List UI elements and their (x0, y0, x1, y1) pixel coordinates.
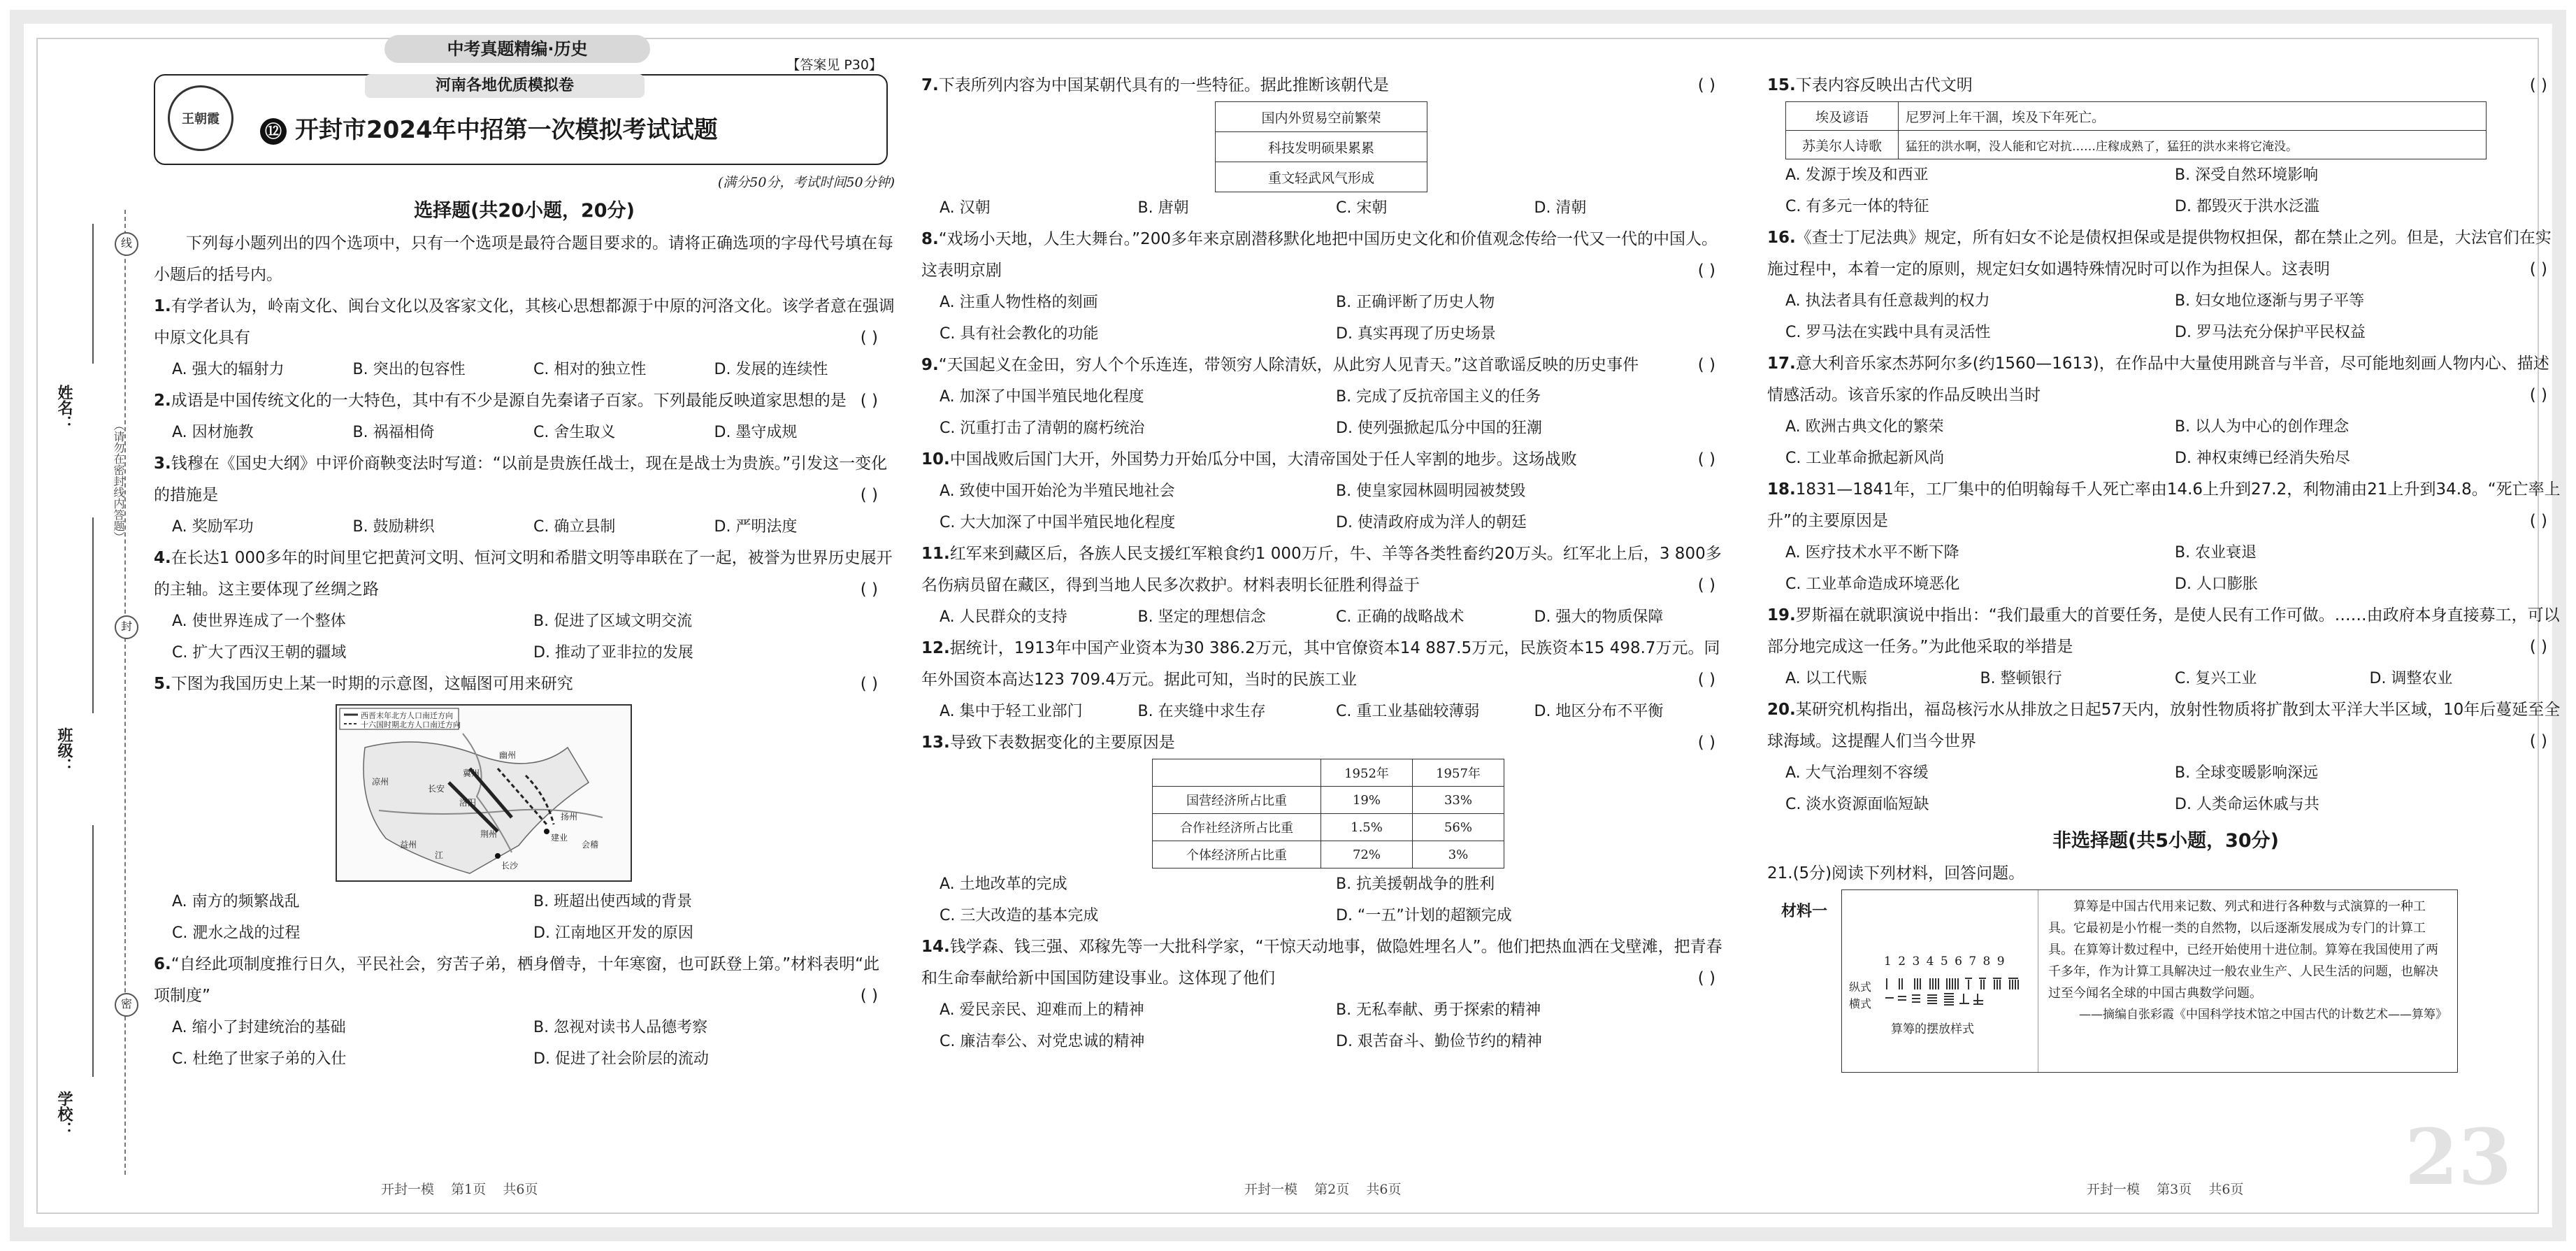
option[interactable]: C. 大大加深了中国半殖民地化程度 (940, 514, 1176, 531)
option[interactable]: B. 班超出使西域的背景 (533, 893, 693, 910)
option[interactable]: C. 复兴工业 (2175, 670, 2257, 687)
material-one (1767, 889, 2564, 1073)
exam-meta: (满分50分，考试时间50分钟) (717, 175, 895, 190)
answer-blank[interactable]: ( ) (2529, 386, 2547, 404)
option[interactable]: D. 清朝 (1534, 199, 1587, 217)
q13-data-table (1152, 759, 1504, 868)
answer-blank[interactable]: ( ) (2529, 260, 2547, 278)
abacus-row-label: 纵式 (1849, 980, 1872, 994)
table-cell: 国营经济所占比重 (1153, 787, 1321, 814)
city-dot-changsha (495, 853, 501, 859)
question-11: 11.红军来到藏区后，各族人民支援红军粮食约1 000万斤，牛、羊等各类牲畜约20万头。红军北上后，3 800多名伤病员留在藏区，得到当地人民多次救护。材料表明长征胜利得益于 ( ) A. 人民群众的支持 B. 坚定的理想信念 C. 正确的战略战术 D. 强大的物质保障 (921, 538, 1732, 633)
option[interactable]: C. 工业革命造成环境恶化 (1785, 576, 1960, 593)
option[interactable]: D. 江南地区开发的原因 (533, 924, 693, 942)
option[interactable]: B. 全球变暖影响深远 (2175, 764, 2319, 782)
option[interactable]: C. 重工业基础较薄弱 (1336, 703, 1480, 720)
class-line[interactable] (92, 517, 94, 713)
option[interactable]: D. 真实再现了历史场景 (1336, 325, 1496, 343)
option[interactable]: B. 妇女地位逐渐与男子平等 (2175, 292, 2365, 310)
city-dot-jianye (544, 829, 549, 834)
answer-blank[interactable]: ( ) (2529, 76, 2547, 94)
option[interactable]: B. 促进了区域文明交流 (533, 613, 693, 630)
option[interactable]: A. 致使中国开始沦为半殖民地社会 (940, 482, 1175, 500)
name-line[interactable] (92, 224, 94, 364)
option[interactable]: A. 使世界连成了一个整体 (172, 613, 346, 630)
subtitle-pill: 河南各地优质模拟卷 (365, 74, 645, 98)
footer-page-1: 开封一模 第1页 共6页 (381, 1182, 538, 1197)
exam-title: ⑫ 开封市2024年中招第一次模拟考试试题 (260, 110, 718, 145)
option[interactable]: A. 缩小了封建统治的基础 (172, 1019, 346, 1036)
answer-blank[interactable]: ( ) (1697, 576, 1715, 594)
map-label: 会稽 (582, 840, 599, 850)
table-cell: 苏美尔人诗歌 (1786, 131, 1899, 159)
table-cell: 个体经济所占比重 (1153, 841, 1321, 868)
table-cell: 19% (1321, 787, 1413, 814)
option[interactable]: B. 突出的包容性 (352, 361, 466, 378)
answer-blank[interactable]: ( ) (860, 675, 878, 693)
answer-blank[interactable]: ( ) (1697, 671, 1715, 689)
section-intro: 下列每小题列出的四个选项中，只有一个选项是最符合题目要求的。请将正确选项的字母代号填在每小题后的括号内。 (154, 234, 893, 284)
table-cell: 72% (1321, 841, 1413, 868)
question-15: 15.下表内容反映出古代文明 ( ) 埃及谚语 尼罗河上年干涸，埃及下年死亡。 苏美尔人诗歌 猛狂的洪水啊，没人能和它对抗……庄稼成熟了，猛狂的洪水来将它淹没。 A. 发源于埃及和西亚 B. 深受自然环境影响 C. 有多元一体的特征 D. 都毁灭于洪水泛滥 (1767, 70, 2564, 222)
class-label: 班级： (55, 727, 73, 773)
answer-blank[interactable]: ( ) (1697, 76, 1715, 94)
seal-tag-xian: 线 (115, 232, 138, 256)
option[interactable]: A. 人民群众的支持 (940, 608, 1067, 626)
answer-blank[interactable]: ( ) (860, 392, 878, 410)
historical-map (336, 704, 632, 882)
answer-blank[interactable]: ( ) (860, 486, 878, 504)
map-label: 长沙 (501, 861, 519, 871)
answer-blank[interactable]: ( ) (2529, 512, 2547, 530)
option[interactable]: A. 集中于轻工业部门 (940, 703, 1083, 720)
column-page-1 (154, 39, 895, 1199)
map-label: 建业 (551, 833, 568, 843)
option[interactable]: B. 抗美援朝战争的胜利 (1336, 875, 1495, 893)
option[interactable]: D. 使清政府成为洋人的朝廷 (1336, 514, 1527, 531)
option[interactable]: D. 推动了亚非拉的发展 (533, 644, 693, 662)
option[interactable]: C. 杜绝了世家子弟的入仕 (172, 1050, 347, 1068)
option[interactable]: C. 淡水资源面临短缺 (1785, 796, 1929, 813)
answer-blank[interactable]: ( ) (860, 987, 878, 1005)
map-label: 冀州 (463, 769, 480, 778)
option[interactable]: A. 奖励军功 (172, 518, 254, 536)
material-text-area (2038, 890, 2457, 1072)
abacus-digits: 1 2 3 4 5 6 7 8 9 (1884, 955, 2006, 968)
option[interactable]: C. 确立县制 (533, 518, 616, 536)
map-label: 凉州 (372, 777, 389, 787)
abacus-row-label: 横式 (1849, 997, 1872, 1010)
option[interactable]: C. 有多元一体的特征 (1785, 198, 1929, 215)
option[interactable]: B. 无私奉献、勇于探索的精神 (1336, 1001, 1541, 1019)
option[interactable]: C. 淝水之战的过程 (172, 924, 301, 942)
option[interactable]: B. 正确评断了历史人物 (1336, 294, 1495, 311)
option[interactable]: A. 执法者具有任意裁判的权力 (1785, 292, 1990, 310)
option[interactable]: C. 舍生取义 (533, 424, 616, 441)
map-label: 益州 (400, 840, 417, 850)
map-legend-1: 西晋末年北方人口南迁方向 (361, 711, 453, 720)
option[interactable]: A. 南方的频繁战乱 (172, 893, 300, 910)
option[interactable]: A. 爱民亲民、迎难而上的精神 (940, 1001, 1144, 1019)
map-label: 长安 (428, 784, 445, 794)
question-14: 14.钱学森、钱三强、邓稼先等一大批科学家，“干惊天动地事，做隐姓埋名人”。他们把热血洒在戈壁滩，把青春和生命奉献给新中国国防建设事业。这体现了他们 ( ) A. 爱民亲民、迎难而上的精神 B. 无私奉献、勇于探索的精神 C. 廉洁奉公、对党忠诚的精神 D. 艰苦奋斗、勤俭节约的精神 (921, 931, 1732, 1057)
table-cell: 1.5% (1321, 814, 1413, 841)
option[interactable]: B. 完成了反抗帝国主义的任务 (1336, 388, 1541, 406)
seal-note: （请勿在密封线内答题） (112, 420, 125, 543)
option[interactable]: D. 使列强掀起瓜分中国的狂潮 (1336, 420, 1542, 437)
question-12: 12.据统计，1913年中国产业资本为30 386.2万元，其中官僚资本14 887.5万元，民族资本15 498.7万元。同年外国资本高达123 709.4万元。据此可知，当时的民族工业 ( ) A. 集中于轻工业部门 B. 在夹缝中求生存 C. 重工业基础较薄弱 D. 地区分布不平衡 (921, 633, 1732, 727)
option[interactable]: A. 因材施教 (172, 424, 254, 441)
option[interactable]: A. 欧洲古典文化的繁荣 (1785, 418, 1944, 436)
seal-tag-feng: 封 (115, 615, 138, 639)
option[interactable]: C. 宋朝 (1336, 199, 1388, 217)
q7-feature-table (1215, 101, 1427, 192)
option[interactable]: C. 工业革命掀起新风尚 (1785, 450, 1945, 467)
question-10: 10.中国战败后国门大开，外国势力开始瓜分中国，大清帝国处于任人宰割的地步。这场战败 ( ) A. 致使中国开始沦为半殖民地社会 B. 使皇家园林圆明园被焚毁 C. 大大加深了中国半殖民地化程度 D. 使清政府成为洋人的朝廷 (921, 444, 1732, 538)
binding-strip (41, 210, 132, 1175)
table-cell: 尼罗河上年干涸，埃及下年死亡。 (1899, 102, 2487, 131)
page-watermark: 23 (2405, 1112, 2512, 1202)
answer-blank[interactable]: ( ) (1697, 262, 1715, 280)
option[interactable]: A. 发源于埃及和西亚 (1785, 166, 1929, 184)
table-header: 1952年 (1321, 759, 1413, 787)
map-label: 荆州 (480, 829, 498, 839)
question-3: 3.钱穆在《国史大纲》中评价商鞅变法时写道：“以前是贵族任战士，现在是战士为贵族。”引发这一变化的措施是 ( ) A. 奖励军功 B. 鼓励耕织 C. 确立县制 D. 严明法度 (154, 448, 895, 543)
option[interactable]: C. 具有社会教化的功能 (940, 325, 1099, 343)
map-label: 幽州 (499, 750, 517, 760)
table-cell: 合作社经济所占比重 (1153, 814, 1321, 841)
option[interactable]: B. 忽视对读书人品德考察 (533, 1019, 708, 1036)
table-cell: 猛狂的洪水啊，没人能和它对抗……庄稼成熟了，猛狂的洪水来将它淹没。 (1899, 131, 2487, 159)
table-cell: 埃及谚语 (1786, 102, 1899, 131)
option[interactable]: B. 祸福相倚 (352, 424, 435, 441)
question-7: 7.下表所列内容为中国某朝代具有的一些特征。据此推断该朝代是 ( ) 国内外贸易空前繁荣 科技发明硕果累累 重文轻武风气形成 A. 汉朝 B. 唐朝 C. 宋朝 D. 清朝 (921, 70, 1732, 224)
option[interactable]: A. 医疗技术水平不断下降 (1785, 544, 1959, 562)
option[interactable]: D. 强大的物质保障 (1534, 608, 1664, 626)
name-label: 姓名： (55, 385, 73, 431)
table-cell: 33% (1413, 787, 1504, 814)
table-cell: 56% (1413, 814, 1504, 841)
answer-reference[interactable]: 【答案见 P30】 (786, 57, 882, 73)
question-19: 19.罗斯福在就职演说中指出：“我们最重大的首要任务，是使人民有工作可做。……由政府本身直接募工，可以部分地完成这一任务。”为此他采取的举措是 ( ) A. 以工代赈 B. 整顿银行 C. 复兴工业 D. 调整农业 (1767, 600, 2564, 694)
option[interactable]: D. 促进了社会阶层的流动 (533, 1050, 709, 1068)
question-16: 16.《查士丁尼法典》规定，所有妇女不论是债权担保或是提供物权担保，都在禁止之列。但是，大法官们在实施过程中，本着一定的原则，规定妇女如遇特殊情况时可以作为担保人。这表明 ( ) A. 执法者具有任意裁判的权力 B. 妇女地位逐渐与男子平等 C. 罗马法在实践中具有灵活性 D. 罗马法充分保护平民权益 (1767, 222, 2564, 348)
question-13: 13.导致下表数据变化的主要原因是 ( ) 1952年 1957年 国营经济所占比重 19% 33% 合作社经济所占比重 1.5% 56% 个体经济所占比重 72% 3% A. 土地改革的完成 B. 抗美援朝战争的胜利 C. 三大改造的基本完成 D. “一五”计划的超额完成 (921, 727, 1732, 931)
school-label: 学校： (55, 1091, 73, 1137)
table-cell: 国内外贸易空前繁荣 (1216, 102, 1427, 132)
answer-blank[interactable]: ( ) (1697, 450, 1715, 469)
exam-title-box (154, 57, 888, 165)
abacus-diagram (1842, 890, 2038, 1072)
question-4: 4.在长达1 000多年的时间里它把黄河文明、恒河文明和希腊文明等串联在了一起，被誉为世界历史展开的主轴。这主要体现了丝绸之路 ( ) A. 使世界连成了一个整体 B. 促进了区域文明交流 C. 扩大了西汉王朝的疆域 D. 推动了亚非拉的发展 (154, 543, 895, 669)
option[interactable]: A. 加深了中国半殖民地化程度 (940, 388, 1144, 406)
question-6: 6.“自经此项制度推行日久，平民社会，穷苦子弟，栖身僧寺，十年寒窗，也可跃登上第。”材料表明“此项制度” ( ) A. 缩小了封建统治的基础 B. 忽视对读书人品德考察 C. 杜绝了世家子弟的入仕 D. 促进了社会阶层的流动 (154, 949, 895, 1075)
option[interactable]: D. 艰苦奋斗、勤俭节约的精神 (1336, 1033, 1542, 1050)
question-9: 9.“天国起义在金田，穷人个个乐连连，带领穷人除清妖，从此穷人见青天。”这首歌谣反映的历史事件 ( ) A. 加深了中国半殖民地化程度 B. 完成了反抗帝国主义的任务 C. 沉重打击了清朝的腐朽统治 D. 使列强掀起瓜分中国的狂潮 (921, 350, 1732, 444)
option[interactable]: A. 大气治理刻不容缓 (1785, 764, 1929, 782)
map-legend-2: 十六国时期北方人口南迁方向 (361, 720, 461, 729)
option[interactable]: C. 三大改造的基本完成 (940, 907, 1099, 924)
section-title-choice: 选择题(共20小题，20分) (414, 200, 635, 222)
q15-source-table (1785, 101, 2487, 159)
option[interactable]: D. 发展的连续性 (714, 361, 828, 378)
question-8: 8.“戏场小天地，人生大舞台。”200多年来京剧潜移默化地把中国历史文化和价值观念传给一代又一代的中国人。这表明京剧 ( ) A. 注重人物性格的刻画 B. 正确评断了历史人物 C. 具有社会教化的功能 D. 真实再现了历史场景 (921, 224, 1732, 350)
option[interactable]: A. 以工代赈 (1785, 670, 1867, 687)
material-source: ——摘编自张彩霞《中国科学技术馆之中国古代的计数艺术——算筹》 (2079, 1008, 2448, 1022)
map-label: 洛阳 (459, 798, 477, 808)
option[interactable]: B. 整顿银行 (1980, 670, 2062, 687)
publisher-seal-icon: 王朝霞 (168, 85, 233, 151)
question-21: 21.(5分)阅读下列材料，回答问题。 (1767, 864, 2025, 882)
option[interactable]: B. 坚定的理想信念 (1137, 608, 1266, 626)
column-page-3 (1767, 70, 2564, 1199)
series-title: 中考真题精编·历史 (384, 35, 650, 63)
question-2: 2.成语是中国传统文化的一大特色，其中有不少是源自先秦诸子百家。下列最能反映道家思想的是 ( ) A. 因材施教 B. 祸福相倚 C. 舍生取义 D. 墨守成规 (154, 385, 895, 448)
footer-page-2: 开封一模 第2页 共6页 (1244, 1182, 1402, 1197)
material-text: 算筹是中国古代用来记数、列式和进行各种数与式演算的一种工具。它最初是小竹棍一类的自然物，以后逐渐发展成为专门的计算工具。在算筹计数过程中，已经开始使用十进位制。算筹在我国使用了两千多年，作为计算工具解决过一般农业生产、人民生活的问题，也解决过至今闻名全球的中国古典数学问题。 (2048, 899, 2439, 1001)
section-choice (154, 190, 895, 1075)
option[interactable]: B. 农业衰退 (2175, 544, 2257, 562)
option[interactable]: D. 严明法度 (714, 518, 798, 536)
option[interactable]: A. 注重人物性格的刻画 (940, 294, 1098, 311)
option[interactable]: A. 土地改革的完成 (940, 875, 1067, 893)
answer-blank[interactable]: ( ) (1697, 356, 1715, 374)
option[interactable]: D. 墨守成规 (714, 424, 798, 441)
table-cell: 3% (1413, 841, 1504, 868)
option[interactable]: D. 地区分布不平衡 (1534, 703, 1664, 720)
option[interactable]: B. 唐朝 (1137, 199, 1189, 217)
question-1: 1.有学者认为，岭南文化、闽台文化以及客家文化，其核心思想都源于中原的河洛文化。该学者意在强调中原文化具有 ( ) A. 强大的辐射力 B. 突出的包容性 C. 相对的独立性 D. 发展的连续性 (154, 291, 895, 385)
option[interactable]: A. 汉朝 (940, 199, 991, 217)
section-title-nonchoice: 非选择题(共5小题，30分) (2052, 830, 2280, 852)
abacus-rods-icon (1884, 975, 2031, 1010)
exam-number-badge: ⑫ (260, 118, 287, 145)
option[interactable]: C. 罗马法在实践中具有灵活性 (1785, 324, 1991, 341)
option[interactable]: D. 都毁灭于洪水泛滥 (2175, 198, 2319, 215)
footer-page-3: 开封一模 第3页 共6页 (2087, 1182, 2244, 1197)
table-header: 1957年 (1413, 759, 1504, 787)
option[interactable]: D. 神权束缚已经消失殆尽 (2175, 450, 2350, 467)
material-box (1841, 889, 2458, 1073)
option[interactable]: D. 调整农业 (2369, 670, 2453, 687)
answer-blank[interactable]: ( ) (2529, 638, 2547, 656)
school-line[interactable] (92, 825, 94, 1077)
option[interactable]: C. 扩大了西汉王朝的疆域 (172, 644, 347, 662)
abacus-caption: 算筹的摆放样式 (1891, 1022, 1975, 1036)
question-17: 17.意大利音乐家杰苏阿尔多(约1560—1613)，在作品中大量使用跳音与半音，尽可能地刻画人物内心、描述情感活动。该音乐家的作品反映出当时 ( ) A. 欧洲古典文化的繁荣 B. 以人为中心的创作理念 C. 工业革命掀起新风尚 D. 神权束缚已经消失殆尽 (1767, 348, 2564, 474)
answer-blank[interactable]: ( ) (860, 580, 878, 599)
option[interactable]: D. “一五”计划的超额完成 (1336, 907, 1512, 924)
answer-blank[interactable]: ( ) (1697, 969, 1715, 987)
table-cell: 科技发明硕果累累 (1216, 132, 1427, 162)
option[interactable]: B. 鼓励耕织 (352, 518, 435, 536)
map-svg (337, 706, 631, 880)
map-label: 扬州 (561, 812, 578, 822)
seal-line (124, 210, 126, 1175)
option[interactable]: B. 在夹缝中求生存 (1137, 703, 1266, 720)
material-label: 材料一 (1781, 903, 1828, 920)
column-page-2 (921, 70, 1732, 1199)
answer-blank[interactable]: ( ) (2529, 732, 2547, 750)
option[interactable]: D. 人口膨胀 (2175, 576, 2258, 593)
option[interactable]: C. 正确的战略战术 (1336, 608, 1465, 626)
table-cell: 重文轻武风气形成 (1216, 162, 1427, 192)
option[interactable]: D. 人类命运休戚与共 (2175, 796, 2319, 813)
map-label: 江 (435, 850, 444, 860)
option[interactable]: B. 以人为中心的创作理念 (2175, 418, 2350, 436)
answer-blank[interactable]: ( ) (1697, 734, 1715, 752)
option[interactable]: C. 沉重打击了清朝的腐朽统治 (940, 420, 1145, 437)
option[interactable]: D. 罗马法充分保护平民权益 (2175, 324, 2366, 341)
answer-blank[interactable]: ( ) (860, 329, 878, 347)
question-5: 5.下图为我国历史上某一时期的示意图，这幅图可用来研究 ( ) 西晋末年北方人口南迁方向 十六国时期北方人口南迁方向 幽州 冀州 长安 洛阳 凉州 荆州 扬州 益州 建业 会稽 长沙 江 A. 南方的频繁战乱 B. 班超出使西域的背景 C. 淝水之战的过程 D. 江南地区开发的原因 (154, 669, 895, 949)
seal-tag-mi: 密 (115, 993, 138, 1017)
question-20: 20.某研究机构指出，福岛核污水从排放之日起57天内，放射性物质将扩散到太平洋大半区域，10年后蔓延至全球海域。这提醒人们当今世界 ( ) A. 大气治理刻不容缓 B. 全球变暖影响深远 C. 淡水资源面临短缺 D. 人类命运休戚与共 (1767, 694, 2564, 820)
option[interactable]: C. 相对的独立性 (533, 361, 647, 378)
option[interactable]: C. 廉洁奉公、对党忠诚的精神 (940, 1033, 1145, 1050)
option[interactable]: B. 使皇家园林圆明园被焚毁 (1336, 482, 1526, 500)
option[interactable]: B. 深受自然环境影响 (2175, 166, 2319, 184)
option[interactable]: A. 强大的辐射力 (172, 361, 285, 378)
question-18: 18.1831—1841年，工厂集中的伯明翰每千人死亡率由14.6上升到27.2，利物浦由21上升到34.8。“死亡率上升”的主要原因是 ( ) A. 医疗技术水平不断下降 B. 农业衰退 C. 工业革命造成环境恶化 D. 人口膨胀 (1767, 474, 2564, 600)
